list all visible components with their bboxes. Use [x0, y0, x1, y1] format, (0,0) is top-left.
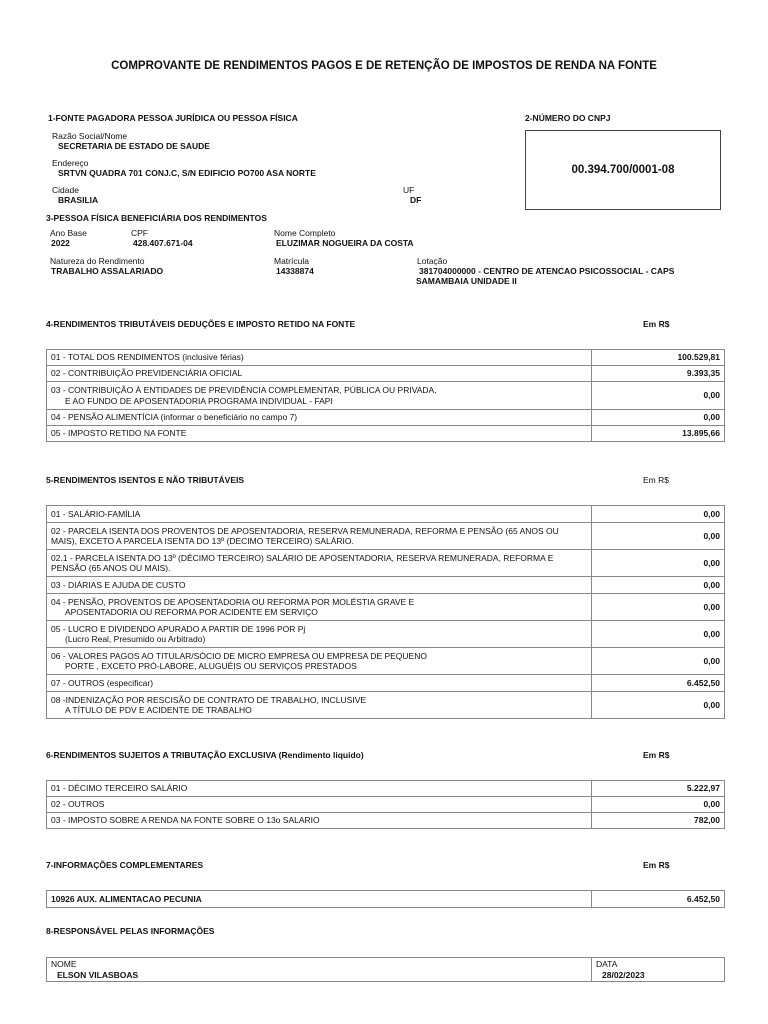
row-label-cont: E AO FUNDO DE APOSENTADORIA PROGRAMA INDIVIDUAL - FAPI: [65, 395, 333, 406]
row-description: [47, 506, 592, 523]
row-label: 01 - TOTAL DOS RENDIMENTOS (inclusive férias): [51, 352, 244, 363]
section-4-currency: Em R$: [643, 319, 670, 329]
row-label: 02 - CONTRIBUIÇÃO PREVIDENCIÁRIA OFICIAL: [51, 368, 243, 379]
section-3-heading: 3-PESSOA FÍSICA BENEFICIÁRIA DOS RENDIMENTOS: [46, 213, 267, 223]
row-label-cont: PENSÃO (65 ANOS OU MAIS).: [51, 563, 171, 573]
matricula-label: Matrícula: [274, 256, 309, 266]
table-row: [47, 350, 725, 366]
section-6-table: [46, 780, 725, 829]
lotacao-label: Lotação: [417, 256, 448, 266]
section-5-heading: 5-RENDIMENTOS ISENTOS E NÃO TRIBUTÁVEIS: [46, 475, 245, 485]
row-value: 0,00: [592, 797, 725, 813]
row-label: 06 - VALORES PAGOS AO TITULAR/SÓCIO DE MICRO EMPRESA OU EMPRESA DE PEQUENO: [51, 650, 427, 661]
row-value: 100.529,81: [592, 350, 725, 366]
row-label: 01 - SALÁRIO-FAMÍLIA: [51, 508, 141, 519]
row-description: [47, 648, 592, 675]
uf-label: UF: [403, 185, 415, 195]
row-value: 0,00: [592, 550, 725, 577]
cnpj-value: 00.394.700/0001-08: [571, 164, 675, 176]
section-1-heading: 1-FONTE PAGADORA PESSOA JURÍDICA OU PESSOA FÍSICA: [48, 113, 298, 123]
row-value: 0,00: [592, 594, 725, 621]
row-label: 05 - IMPOSTO RETIDO NA FONTE: [51, 428, 187, 439]
table-row: [47, 958, 725, 982]
responsavel-data-cell: [592, 958, 725, 982]
row-value: 0,00: [592, 506, 725, 523]
table-row: [47, 621, 725, 648]
row-label: 04 - PENSÃO ALIMENTÍCIA (informar o beneficiário no campo 7): [51, 412, 298, 423]
section-5-currency: Em R$: [643, 475, 669, 485]
row-label: 08 -INDENIZAÇÃO POR RESCISÃO DE CONTRATO DE TRABALHO, INCLUSIVE: [51, 694, 367, 705]
row-label: 01 - DÉCIMO TERCEIRO SALÁRIO: [51, 783, 188, 794]
row-value: 0,00: [592, 692, 725, 719]
row-value: 0,00: [592, 523, 725, 550]
row-description: [47, 594, 592, 621]
uf-value: DF: [410, 195, 422, 205]
table-row: [47, 797, 725, 813]
nome-completo-value: ELUZIMAR NOGUEIRA DA COSTA: [276, 238, 414, 248]
section-7-heading: 7-INFORMAÇÕES COMPLEMENTARES: [46, 860, 204, 870]
row-value: 0,00: [592, 648, 725, 675]
table-row: [47, 366, 725, 382]
row-value: 0,00: [592, 382, 725, 410]
row-label: 03 - IMPOSTO SOBRE A RENDA NA FONTE SOBRE O 13o SALARIO: [51, 815, 320, 826]
row-value: 782,00: [592, 813, 725, 829]
natureza-label: Natureza do Rendimento: [50, 256, 145, 266]
row-description: [47, 382, 592, 410]
section-8-heading: 8-RESPONSÁVEL PELAS INFORMAÇÕES: [46, 926, 215, 936]
cidade-value: BRASILIA: [58, 195, 99, 205]
table-row: [47, 692, 725, 719]
section-7-table: [46, 890, 725, 908]
cnpj-box: [525, 130, 721, 210]
table-row: [47, 781, 725, 797]
nome-completo-label: Nome Completo: [274, 228, 336, 238]
row-label-cont: MAIS), EXCETO A PARCELA ISENTA DO 13º (DECIMO TERCEIRO) SALÁRIO.: [51, 536, 354, 546]
table-row: [47, 594, 725, 621]
section-8-table: [46, 957, 725, 982]
endereco-label: Endereço: [52, 158, 89, 168]
row-description: [47, 577, 592, 594]
row-label-cont: APOSENTADORIA OU REFORMA POR ACIDENTE EM SERVIÇO: [65, 607, 318, 617]
row-description: 10926 AUX. ALIMENTACAO PECUNIA: [47, 891, 592, 908]
matricula-value: 14338874: [276, 266, 314, 276]
section-6-heading: 6-RENDIMENTOS SUJEITOS A TRIBUTAÇÃO EXCLUSIVA (Rendimento liquido): [46, 750, 364, 760]
section-4-table: [46, 349, 725, 442]
natureza-value: TRABALHO ASSALARIADO: [51, 266, 164, 276]
row-label: 07 - OUTROS (especificar): [51, 677, 154, 688]
row-value: 0,00: [592, 410, 725, 426]
section-5-table: [46, 505, 725, 719]
row-value: 0,00: [592, 577, 725, 594]
ano-base-label: Ano Base: [50, 228, 87, 238]
row-description: [47, 550, 592, 577]
table-row: [47, 550, 725, 577]
row-description: [47, 781, 592, 797]
table-row: [47, 426, 725, 442]
cidade-label: Cidade: [52, 185, 79, 195]
table-row: [47, 523, 725, 550]
row-label-cont: PORTE , EXCETO PRÓ-LABORE, ALUGUÉIS OU SERVIÇOS PRESTADOS: [65, 661, 357, 671]
row-label-cont: (Lucro Real, Presumido ou Arbitrado): [65, 634, 206, 644]
table-row: [47, 506, 725, 523]
row-value: 6.452,50: [592, 675, 725, 692]
cpf-value: 428.407.671-04: [133, 238, 193, 248]
row-description: [47, 621, 592, 648]
lotacao-value-line1: 381704000000 - CENTRO DE ATENCAO PSICOSSOCIAL - CAPS: [419, 266, 675, 276]
responsavel-nome-cell: [47, 958, 592, 982]
table-row: [47, 675, 725, 692]
row-description: [47, 410, 592, 426]
table-row: [47, 813, 725, 829]
row-label: 03 - DIÁRIAS E AJUDA DE CUSTO: [51, 579, 186, 590]
row-description: [47, 813, 592, 829]
endereco-value: SRTVN QUADRA 701 CONJ.C, S/N EDIFICIO PO700 ASA NORTE: [58, 168, 316, 178]
lotacao-value-line2: SAMAMBAIA UNIDADE II: [416, 276, 517, 286]
row-label: 02 - PARCELA ISENTA DOS PROVENTOS DE APOSENTADORIA, RESERVA REMUNERADA, REFORMA E PENSÃO (65 ANOS OU: [51, 525, 559, 536]
section-6-currency: Em R$: [643, 750, 670, 760]
responsavel-nome-value: ELSON VILASBOAS: [57, 969, 139, 980]
responsavel-data-label: DATA: [596, 959, 618, 969]
section-2-heading: 2-NÚMERO DO CNPJ: [525, 113, 611, 123]
cpf-label: CPF: [131, 228, 148, 238]
table-row: [47, 577, 725, 594]
table-row: [47, 382, 725, 410]
section-4-heading: 4-RENDIMENTOS TRIBUTÁVEIS DEDUÇÕES E IMPOSTO RETIDO NA FONTE: [46, 319, 356, 329]
row-value: 9.393,35: [592, 366, 725, 382]
row-label-cont: A TÍTULO DE PDV E ACIDENTE DE TRABALHO: [65, 705, 252, 715]
table-row: [47, 648, 725, 675]
razao-social-value: SECRETARIA DE ESTADO DE SAUDE: [58, 141, 210, 151]
responsavel-nome-label: NOME: [51, 959, 77, 969]
row-label: 03 - CONTRIBUIÇÃO À ENTIDADES DE PREVIDÊNCIA COMPLEMENTAR, PÚBLICA OU PRIVADA,: [51, 385, 437, 395]
row-description: [47, 692, 592, 719]
table-row: [47, 891, 725, 908]
row-value: 6.452,50: [592, 891, 725, 908]
section-7-currency: Em R$: [643, 860, 670, 870]
row-value: 5.222,97: [592, 781, 725, 797]
razao-social-label: Razão Social/Nome: [52, 131, 128, 141]
row-description: [47, 366, 592, 382]
row-description: [47, 426, 592, 442]
row-label: 02.1 - PARCELA ISENTA DO 13º (DÉCIMO TERCEIRO) SALÁRIO DE APOSENTADORIA, RESERVA REMUNERADA, REFORMA E: [51, 552, 554, 563]
responsavel-data-value: 28/02/2023: [602, 969, 645, 980]
row-description: [47, 797, 592, 813]
row-value: 13.895,66: [592, 426, 725, 442]
ano-base-value: 2022: [51, 238, 70, 248]
row-label: 04 - PENSÃO, PROVENTOS DE APOSENTADORIA OU REFORMA POR MOLÉSTIA GRAVE E: [51, 596, 415, 607]
document-title: COMPROVANTE DE RENDIMENTOS PAGOS E DE RETENÇÃO DE IMPOSTOS DE RENDA NA FONTE: [111, 60, 657, 72]
row-description: [47, 675, 592, 692]
row-description: [47, 523, 592, 550]
table-row: [47, 410, 725, 426]
row-label: 05 - LUCRO E DIVIDENDO APURADO A PARTIR DE 1996 POR Pj: [51, 623, 306, 634]
row-label: 02 - OUTROS: [51, 799, 105, 810]
row-description: [47, 350, 592, 366]
row-value: 0,00: [592, 621, 725, 648]
